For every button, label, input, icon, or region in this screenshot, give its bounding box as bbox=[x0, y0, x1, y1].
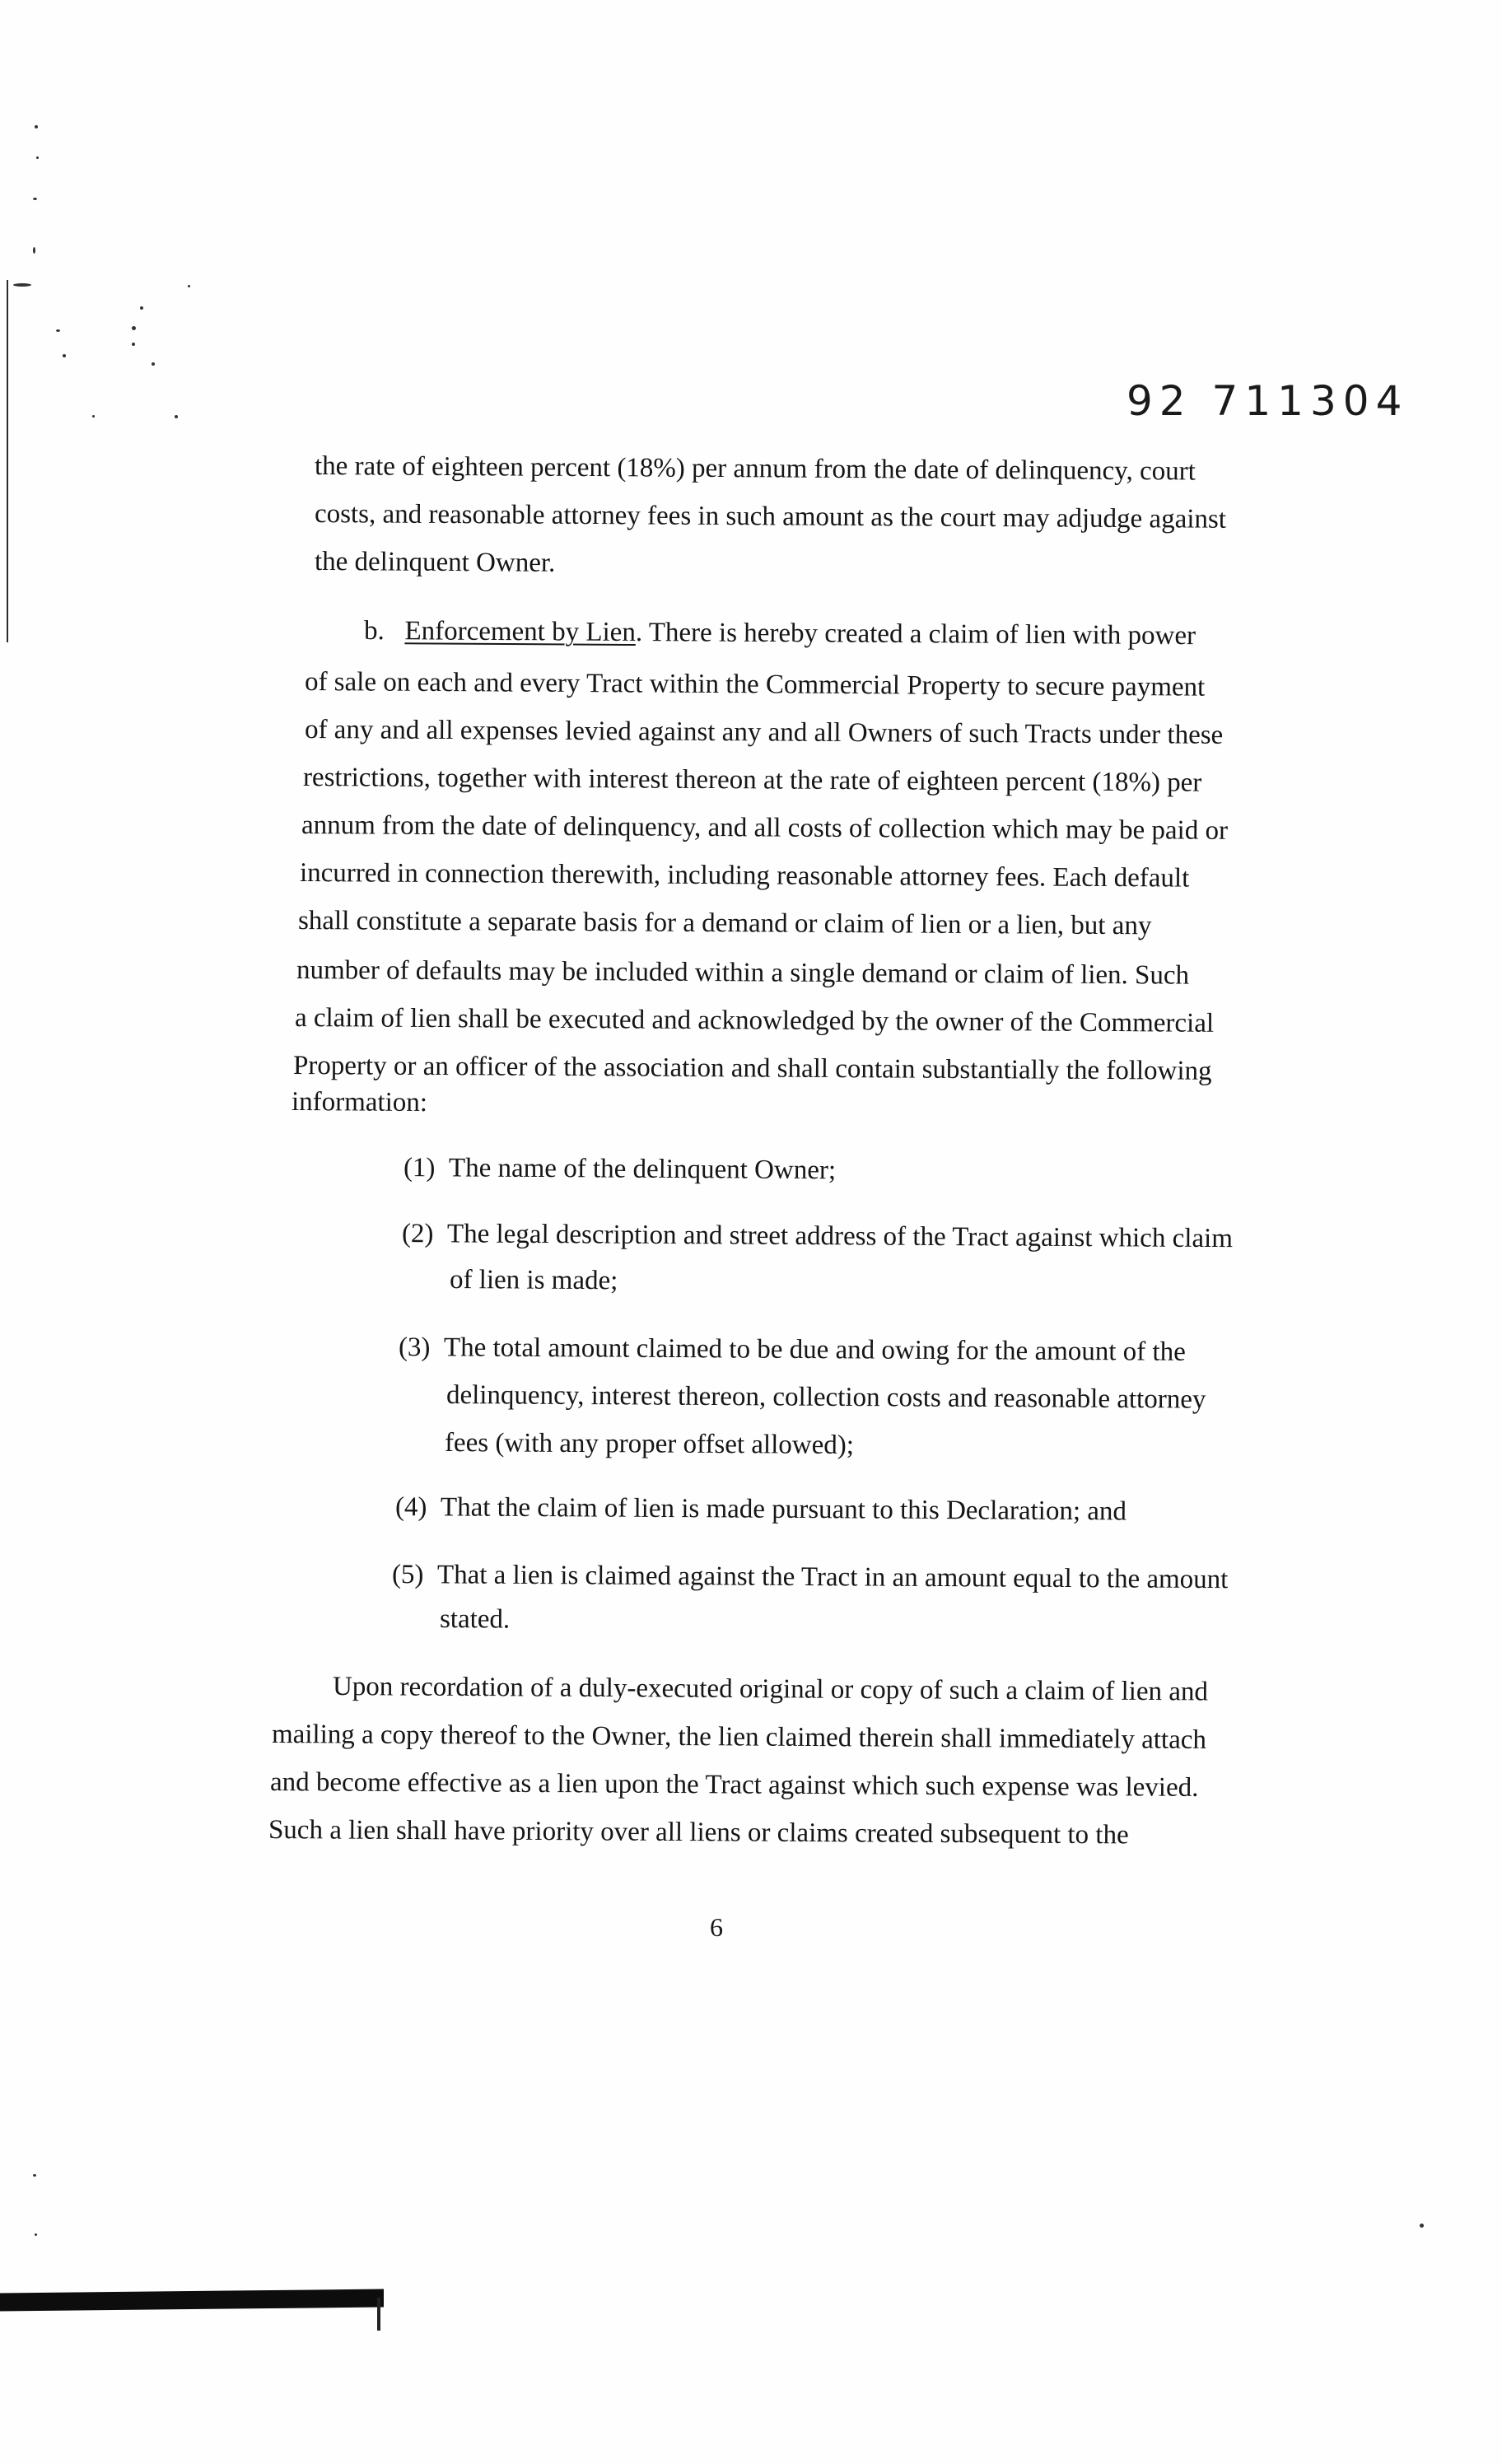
scan-speck bbox=[92, 415, 95, 418]
list-item-continuation: delinquency, interest thereon, collection costs and reasonable attorney bbox=[445, 1380, 1206, 1415]
list-item-continuation: of lien is made; bbox=[449, 1265, 618, 1296]
paragraph-line: a claim of lien shall be executed and acknowledged by the owner of the Commercial bbox=[294, 1003, 1215, 1038]
paragraph-line: number of defaults may be included within a single demand or claim of lien. Such bbox=[296, 955, 1190, 991]
paragraph-line: incurred in connection therewith, including reasonable attorney fees. Each default bbox=[299, 858, 1190, 894]
scan-speck bbox=[63, 354, 66, 357]
paragraph-line: of sale on each and every Tract within the Commercial Property to secure payment bbox=[304, 667, 1206, 702]
scan-speck bbox=[33, 2174, 36, 2177]
scan-speck bbox=[132, 343, 135, 346]
list-item-text: The total amount claimed to be due and owing for the amount of the bbox=[443, 1332, 1186, 1367]
list-item-label: (4) bbox=[394, 1492, 427, 1523]
scan-speck bbox=[152, 362, 155, 366]
list-item-label: (3) bbox=[398, 1332, 431, 1363]
scan-speck bbox=[33, 247, 35, 254]
list-item-text: That a lien is claimed against the Tract in an amount equal to the amount bbox=[436, 1560, 1229, 1595]
list-item-continuation: stated. bbox=[439, 1604, 511, 1635]
list-item-label: (1) bbox=[403, 1153, 436, 1183]
paragraph-line: of any and all expenses levied against any and all Owners of such Tracts under these bbox=[304, 715, 1224, 750]
scan-speck bbox=[33, 198, 37, 200]
paragraph-line: Property or an officer of the association and shall contain substantially the following bbox=[292, 1051, 1212, 1086]
section-heading: Enforcement by Lien bbox=[404, 616, 636, 648]
scan-speck bbox=[35, 2233, 37, 2236]
paragraph-line: mailing a copy thereof to the Owner, the lien claimed therein shall immediately attach bbox=[271, 1720, 1207, 1755]
scan-speck bbox=[140, 306, 143, 310]
paragraph-line: costs, and reasonable attorney fees in such amount as the court may adjudge against bbox=[314, 499, 1227, 534]
paragraph-line: information: bbox=[291, 1087, 428, 1118]
paragraph-line: the delinquent Owner. bbox=[314, 547, 556, 578]
list-item bbox=[402, 1219, 1233, 1254]
list-item-label: (2) bbox=[401, 1219, 434, 1249]
scan-speck bbox=[132, 326, 136, 330]
scan-speck bbox=[35, 125, 38, 128]
scan-speck bbox=[1420, 2224, 1424, 2228]
list-item bbox=[399, 1332, 1186, 1368]
scan-speck bbox=[36, 156, 39, 159]
paragraph-line: the rate of eighteen percent (18%) per annum from the date of delinquency, court bbox=[314, 451, 1196, 487]
list-item-label: (5) bbox=[391, 1560, 424, 1590]
list-item-text: The name of the delinquent Owner; bbox=[448, 1153, 837, 1186]
list-item-text: The legal description and street address of the Tract against which claim bbox=[446, 1219, 1234, 1254]
scan-speck bbox=[13, 283, 31, 287]
list-item-text: That the claim of lien is made pursuant to this Declaration; and bbox=[440, 1492, 1127, 1527]
scan-speck bbox=[56, 329, 60, 332]
scan-speck bbox=[175, 415, 178, 418]
recording-number: 92 711304 bbox=[1126, 377, 1409, 425]
scan-speck bbox=[188, 285, 190, 287]
list-item bbox=[395, 1492, 1126, 1527]
section-heading-line bbox=[364, 616, 1196, 651]
paragraph-line: Upon recordation of a duly-executed original or copy of such a claim of lien and bbox=[332, 1672, 1209, 1707]
section-label: b. bbox=[363, 616, 385, 646]
paragraph-line: shall constitute a separate basis for a demand or claim of lien or a lien, but any bbox=[297, 906, 1152, 941]
paragraph-line: and become effective as a lien upon the Tract against which such expense was levied. bbox=[269, 1767, 1199, 1803]
page-number: 6 bbox=[710, 1912, 723, 1942]
list-item-continuation: fees (with any proper offset allowed); bbox=[444, 1428, 855, 1461]
list-item bbox=[392, 1560, 1229, 1595]
paragraph-line: Such a lien shall have priority over all liens or claims created subsequent to the bbox=[268, 1815, 1129, 1850]
scan-bottom-bar bbox=[0, 2289, 384, 2312]
scan-bottom-bar-tail bbox=[377, 2298, 380, 2331]
paragraph-line: restrictions, together with interest thereon at the rate of eighteen percent (18%) per bbox=[302, 763, 1202, 798]
scan-edge-line bbox=[7, 280, 8, 642]
paragraph-line: annum from the date of delinquency, and all costs of collection which may be paid or bbox=[301, 810, 1229, 846]
list-item bbox=[403, 1153, 836, 1186]
section-heading-rest: . There is hereby created a claim of lien with power bbox=[635, 618, 1196, 651]
